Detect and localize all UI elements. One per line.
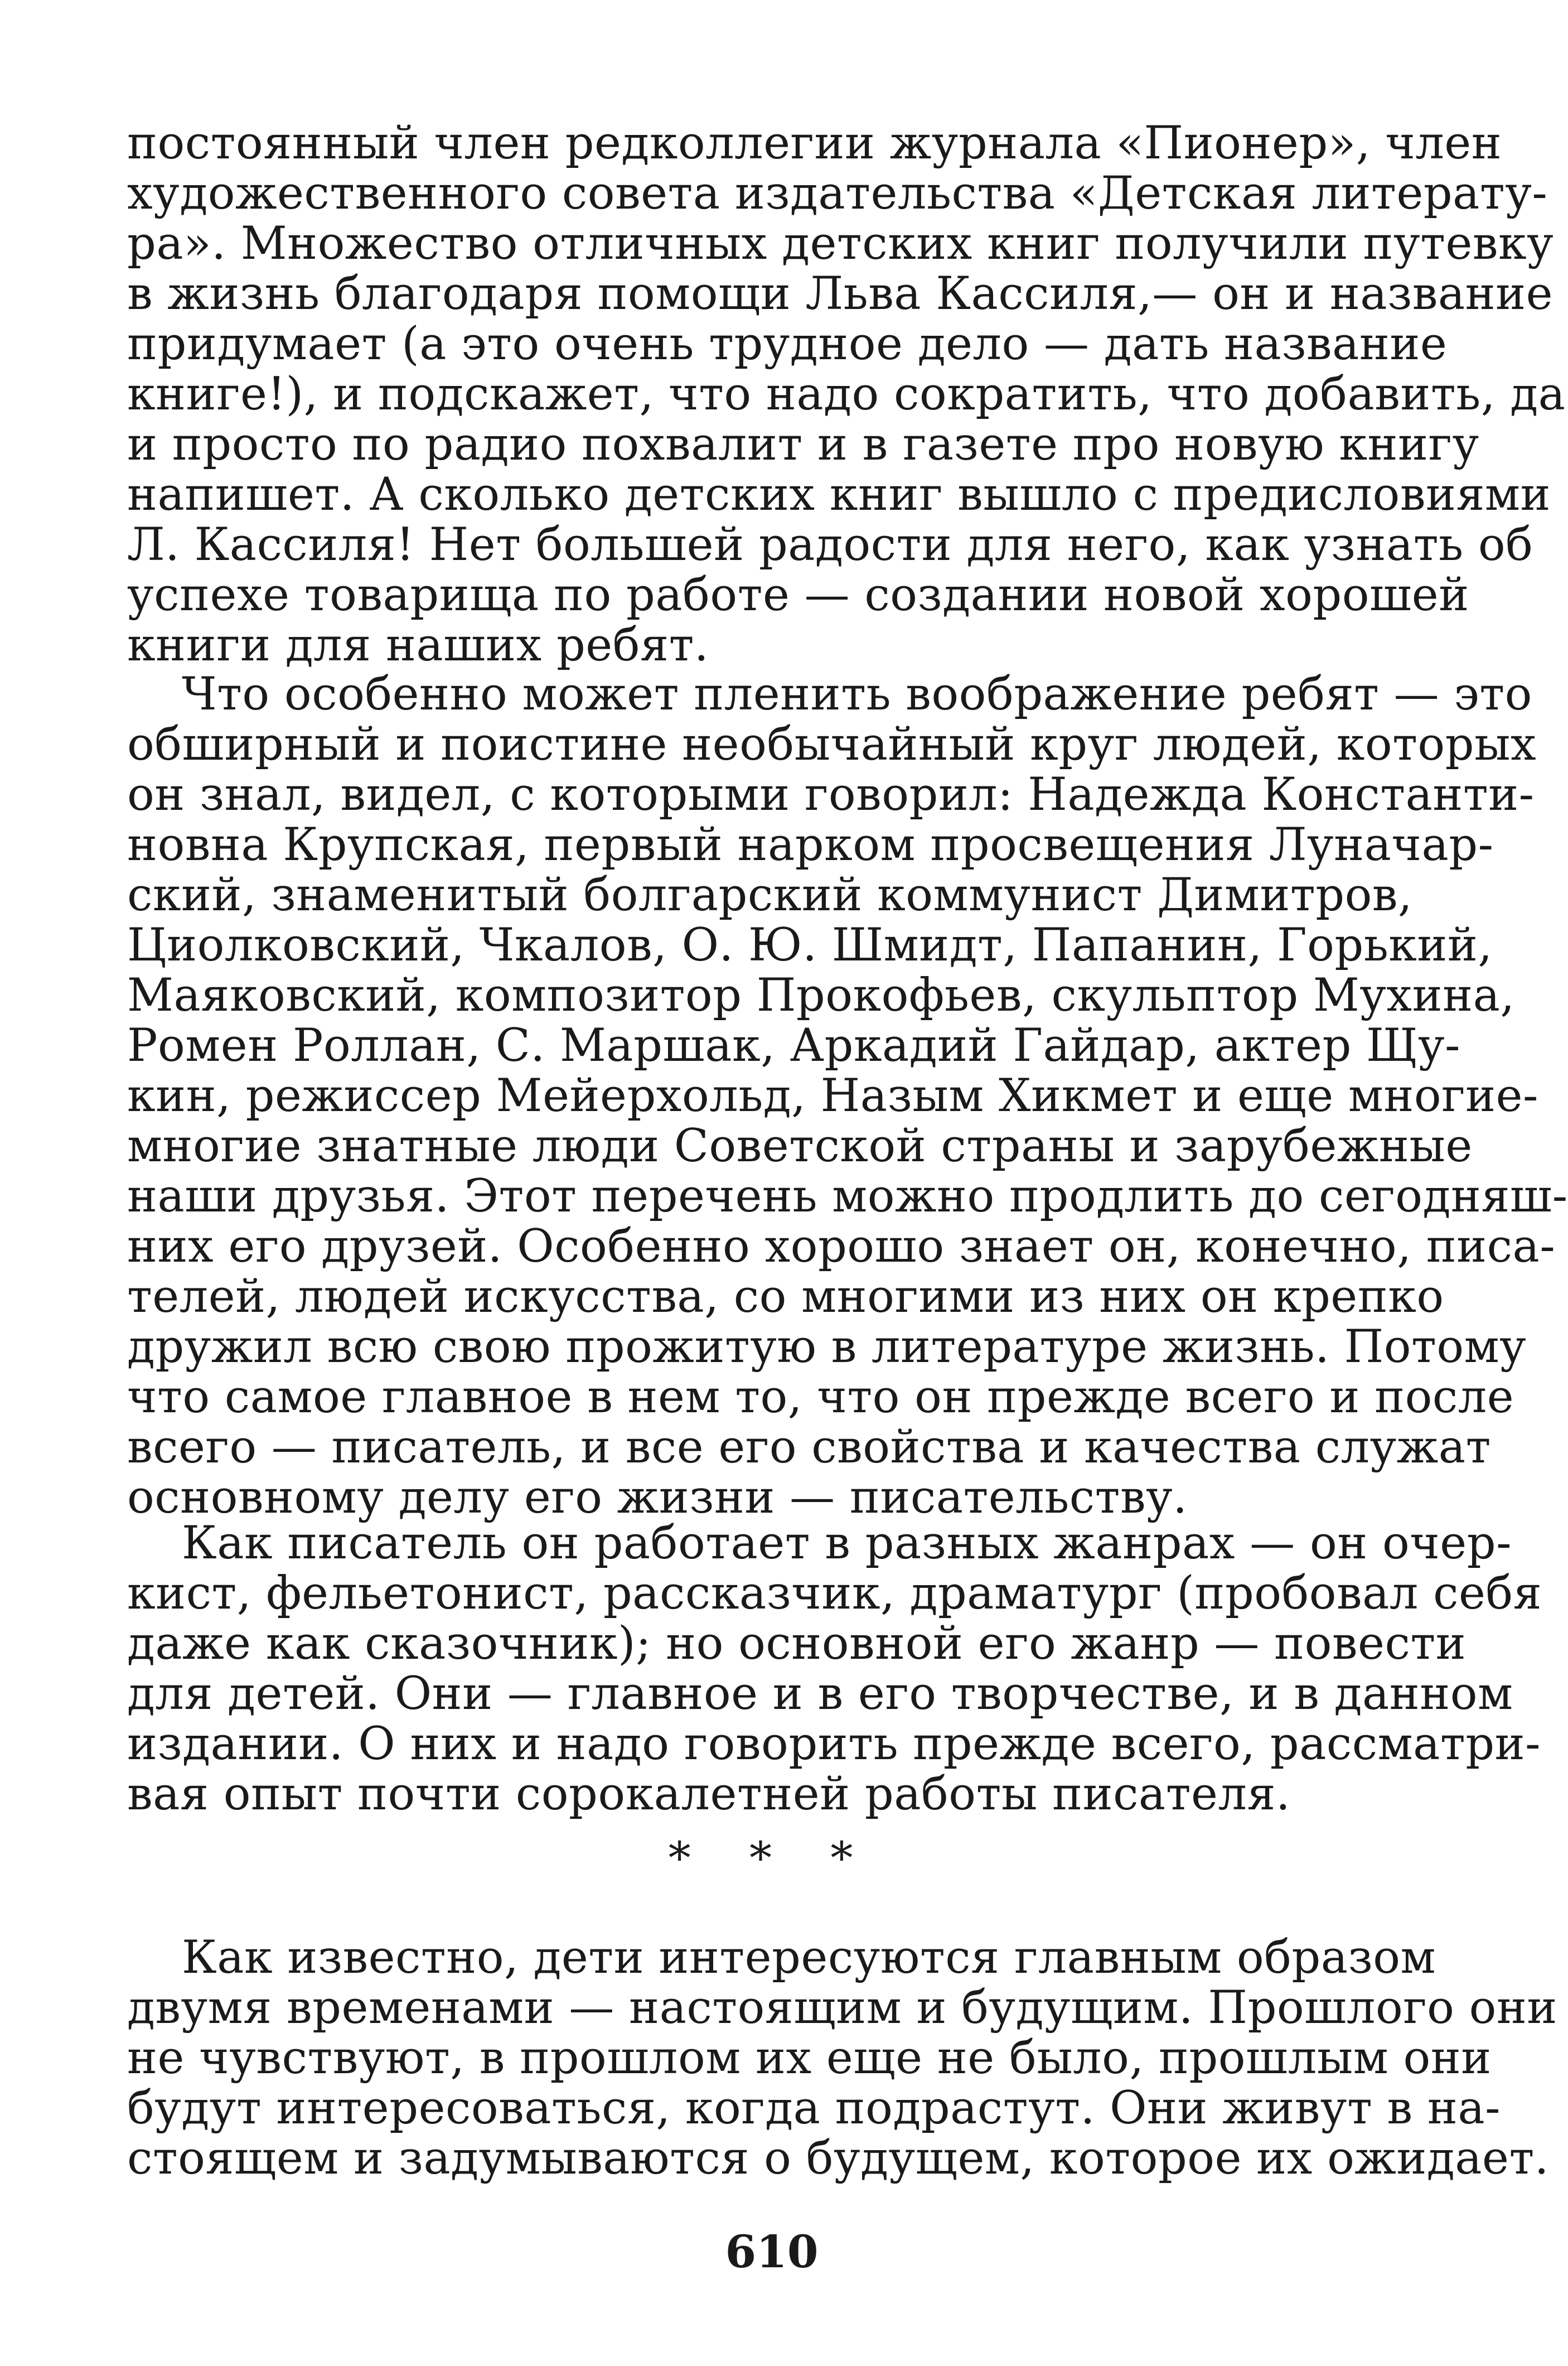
section-separator: * * * xyxy=(668,1832,875,1884)
page-number: 610 xyxy=(725,2225,819,2278)
text-line: книге!), и подскажет, что надо сократить, что добавить, да xyxy=(127,368,1566,421)
text-line: художественного совета издательства «Детская литерату- xyxy=(127,167,1548,220)
text-line: книги для наших ребят. xyxy=(127,619,709,672)
text-line: Как известно, дети интересуются главным образом xyxy=(182,1932,1436,1984)
text-line: многие знатные люди Советской страны и зарубежные xyxy=(127,1120,1473,1172)
text-line: Ромен Роллан, С. Маршак, Аркадий Гайдар, актер Щу- xyxy=(127,1020,1461,1072)
text-line: издании. О них и надо говорить прежде всего, рассматри- xyxy=(127,1718,1541,1770)
text-line: постоянный член редколлегии журнала «Пионер», член xyxy=(127,117,1502,170)
text-line: дружил всю свою прожитую в литературе жизнь. Потому xyxy=(127,1321,1527,1373)
text-line: он знал, видел, с которыми говорил: Надежда Константи- xyxy=(127,769,1535,821)
text-line: что самое главное в нем то, что он прежде всего и после xyxy=(127,1371,1514,1423)
text-line: Циолковский, Чкалов, О. Ю. Шмидт, Папанин, Горький, xyxy=(127,919,1493,972)
paragraph-1 xyxy=(127,117,1566,672)
text-line: и просто по радио похвалит и в газете про новую книгу xyxy=(127,418,1479,471)
text-line: придумает (а это очень трудное дело — дать название xyxy=(127,318,1448,370)
text-line: наши друзья. Этот перечень можно продлить до сегодняш- xyxy=(127,1170,1568,1223)
paragraph-2 xyxy=(127,668,1568,1524)
text-line: стоящем и задумываются о будущем, которое их ожидает. xyxy=(127,2132,1549,2185)
text-line: напишет. А сколько детских книг вышло с предисловиями xyxy=(127,469,1551,521)
text-line: Л. Кассиля! Нет большей радости для него, как узнать об xyxy=(127,519,1533,571)
text-line: двумя временами — настоящим и будущим. Прошлого они xyxy=(127,1982,1557,2034)
text-line: в жизнь благодаря помощи Льва Кассиля,— он и название xyxy=(127,268,1554,320)
text-line: не чувствуют, в прошлом их еще не было, прошлым они xyxy=(127,2032,1492,2084)
text-line: основному делу его жизни — писательству. xyxy=(127,1471,1188,1524)
text-line: Что особенно может пленить воображение ребят — это xyxy=(182,668,1532,721)
text-line: даже как сказочник); но основной его жанр — повести xyxy=(127,1617,1467,1670)
text-line: кист, фельетонист, рассказчик, драматург (пробовал себя xyxy=(127,1567,1542,1620)
text-line: всего — писатель, и все его свойства и качества служат xyxy=(127,1421,1491,1474)
text-line: ский, знаменитый болгарский коммунист Димитров, xyxy=(127,869,1413,921)
text-line: них его друзей. Особенно хорошо знает он, конечно, писа- xyxy=(127,1220,1556,1273)
text-line: для детей. Они — главное и в его творчестве, и в данном xyxy=(127,1668,1513,1720)
paragraph-4 xyxy=(127,1932,1557,2185)
text-line: вая опыт почти сорокалетней работы писателя. xyxy=(127,1768,1291,1821)
text-line: кин, режиссер Мейерхольд, Назым Хикмет и еще многие- xyxy=(127,1070,1538,1122)
text-line: новна Крупская, первый нарком просвещения Луначар- xyxy=(127,819,1494,871)
text-line: успехе товарища по работе — создании новой хорошей xyxy=(127,569,1469,621)
paragraph-3 xyxy=(127,1517,1542,1821)
text-line: обширный и поистине необычайный круг людей, которых xyxy=(127,718,1537,771)
text-line: телей, людей искусства, со многими из них он крепко xyxy=(127,1271,1444,1323)
text-line: Как писатель он работает в разных жанрах — он очер- xyxy=(182,1517,1512,1570)
text-line: Маяковский, композитор Прокофьев, скульптор Мухина, xyxy=(127,969,1515,1022)
text-line: ра». Множество отличных детских книг получили путевку xyxy=(127,218,1554,270)
text-line: будут интересоваться, когда подрастут. Они живут в на- xyxy=(127,2082,1501,2135)
